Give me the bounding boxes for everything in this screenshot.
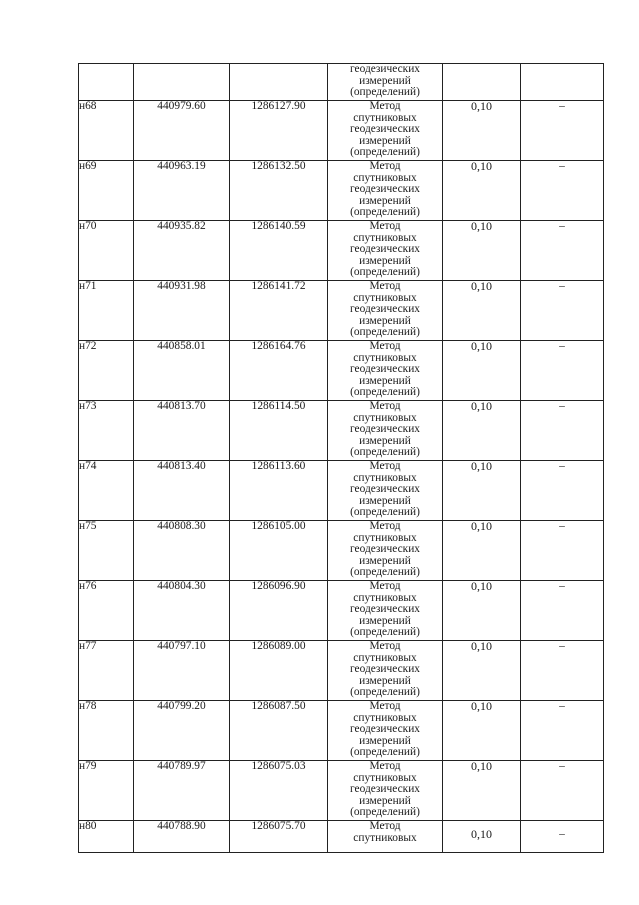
method-text: (определений) — [350, 326, 420, 338]
dash-mark: – — [521, 761, 604, 821]
dash-mark: – — [521, 581, 604, 641]
method-text: геодезических — [350, 243, 420, 255]
method-text: Метод — [369, 280, 401, 292]
accuracy-value: 0,10 — [443, 101, 521, 161]
x-coordinate: 440931.98 — [134, 281, 230, 341]
table-row — [79, 341, 604, 401]
x-coordinate: 440788.90 — [134, 821, 230, 853]
y-coordinate: 1286105.00 — [230, 521, 328, 581]
y-coordinate: 1286075.03 — [230, 761, 328, 821]
method-text: геодезических — [350, 423, 420, 435]
method-text: геодезических — [350, 363, 420, 375]
y-coordinate: 1286089.00 — [230, 641, 328, 701]
accuracy-value: 0,10 — [443, 401, 521, 461]
point-number: н77 — [79, 641, 134, 701]
method-cell — [328, 581, 443, 641]
method-text: спутниковых — [353, 771, 417, 784]
point-number: н79 — [79, 761, 134, 821]
method-cell — [328, 221, 443, 281]
table-row — [79, 701, 604, 761]
method-text: спутниковых — [353, 411, 417, 424]
method-text: (определений) — [350, 266, 420, 278]
method-text: (определений) — [350, 806, 420, 818]
method-text: (определений) — [350, 566, 420, 578]
table-row — [79, 581, 604, 641]
method-text: Метод — [369, 820, 401, 832]
method-cell — [328, 701, 443, 761]
table-row — [79, 461, 604, 521]
dash-mark: – — [521, 701, 604, 761]
method-text: измерений — [359, 434, 411, 447]
method-text: геодезических — [350, 123, 420, 135]
method-text: геодезических — [350, 783, 420, 795]
table-row — [79, 401, 604, 461]
table-row — [79, 281, 604, 341]
method-text: (определений) — [350, 386, 420, 398]
accuracy-value: 0,10 — [443, 641, 521, 701]
method-text: спутниковых — [353, 231, 417, 244]
method-text: геодезических — [350, 303, 420, 315]
x-cell — [134, 64, 230, 101]
y-coordinate: 1286132.50 — [230, 161, 328, 221]
y-coordinate: 1286164.76 — [230, 341, 328, 401]
dash-mark: – — [521, 341, 604, 401]
method-text: геодезических — [350, 723, 420, 735]
point-number: н70 — [79, 221, 134, 281]
method-cell — [328, 281, 443, 341]
method-cell — [328, 161, 443, 221]
dash-mark: – — [521, 461, 604, 521]
method-text: измерений — [359, 374, 411, 387]
dash-mark: – — [521, 641, 604, 701]
method-text: измерений — [359, 314, 411, 327]
method-text: измерений — [359, 494, 411, 507]
table-row — [79, 521, 604, 581]
method-text: измерений — [359, 554, 411, 567]
method-text: измерений — [359, 674, 411, 687]
method-cell — [328, 821, 443, 853]
y-coordinate: 1286127.90 — [230, 101, 328, 161]
x-coordinate: 440858.01 — [134, 341, 230, 401]
point-number: н76 — [79, 581, 134, 641]
method-cell — [328, 641, 443, 701]
method-text: измерений — [359, 74, 411, 87]
table-row-continuation — [79, 64, 604, 101]
accuracy-value: 0,10 — [443, 521, 521, 581]
extra-cell — [521, 64, 604, 101]
x-coordinate: 440804.30 — [134, 581, 230, 641]
method-text: Метод — [369, 100, 401, 112]
x-coordinate: 440813.40 — [134, 461, 230, 521]
x-coordinate: 440813.70 — [134, 401, 230, 461]
method-text: спутниковых — [353, 711, 417, 724]
accuracy-value: 0,10 — [443, 221, 521, 281]
method-text: спутниковых — [353, 351, 417, 364]
method-text: спутниковых — [353, 171, 417, 184]
y-coordinate: 1286113.60 — [230, 461, 328, 521]
method-text: (определений) — [350, 86, 420, 98]
method-cell — [328, 761, 443, 821]
accuracy-value: 0,10 — [443, 341, 521, 401]
accuracy-value: 0,10 — [443, 581, 521, 641]
point-number: н75 — [79, 521, 134, 581]
y-coordinate: 1286141.72 — [230, 281, 328, 341]
method-cell — [328, 341, 443, 401]
dash-mark: – — [521, 821, 604, 853]
method-text: (определений) — [350, 206, 420, 218]
method-text: Метод — [369, 520, 401, 532]
method-cell — [328, 101, 443, 161]
accuracy-value: 0,10 — [443, 161, 521, 221]
method-text: геодезических — [350, 603, 420, 615]
point-number: н69 — [79, 161, 134, 221]
dash-mark: – — [521, 521, 604, 581]
method-text: Метод — [369, 340, 401, 352]
method-cell — [328, 64, 443, 101]
method-text: измерений — [359, 794, 411, 807]
point-number: н80 — [79, 821, 134, 853]
accuracy-cell — [443, 64, 521, 101]
table-row — [79, 641, 604, 701]
method-text: Метод — [369, 700, 401, 712]
method-text: (определений) — [350, 626, 420, 638]
point-number: н72 — [79, 341, 134, 401]
table-row — [79, 161, 604, 221]
y-coordinate: 1286096.90 — [230, 581, 328, 641]
accuracy-value: 0,10 — [443, 281, 521, 341]
method-text: (определений) — [350, 446, 420, 458]
method-text: (определений) — [350, 686, 420, 698]
method-text: Метод — [369, 580, 401, 592]
method-text: Метод — [369, 220, 401, 232]
dash-mark: – — [521, 221, 604, 281]
table-row — [79, 221, 604, 281]
method-cell — [328, 401, 443, 461]
method-text: измерений — [359, 194, 411, 207]
method-text: спутниковых — [353, 291, 417, 304]
y-coordinate: 1286114.50 — [230, 401, 328, 461]
method-text: спутниковых — [353, 651, 417, 664]
y-coordinate: 1286087.50 — [230, 701, 328, 761]
y-cell — [230, 64, 328, 101]
x-coordinate: 440935.82 — [134, 221, 230, 281]
dash-mark: – — [521, 401, 604, 461]
table-row — [79, 821, 604, 853]
method-text: (определений) — [350, 146, 420, 158]
x-coordinate: 440797.10 — [134, 641, 230, 701]
dash-mark: – — [521, 101, 604, 161]
method-text: геодезических — [350, 543, 420, 555]
y-coordinate: 1286075.70 — [230, 821, 328, 853]
method-text: Метод — [369, 760, 401, 772]
method-text: спутниковых — [353, 531, 417, 544]
method-text: (определений) — [350, 506, 420, 518]
method-text: измерений — [359, 254, 411, 267]
point-number: н73 — [79, 401, 134, 461]
method-text: спутниковых — [353, 111, 417, 124]
accuracy-value: 0,10 — [443, 701, 521, 761]
method-text: Метод — [369, 400, 401, 412]
method-text: (определений) — [350, 746, 420, 758]
table-row — [79, 761, 604, 821]
method-text: геодезических — [350, 483, 420, 495]
method-cell — [328, 521, 443, 581]
point-cell — [79, 64, 134, 101]
x-coordinate: 440799.20 — [134, 701, 230, 761]
method-text: спутниковых — [353, 591, 417, 604]
x-coordinate: 440789.97 — [134, 761, 230, 821]
point-number: н78 — [79, 701, 134, 761]
dash-mark: – — [521, 281, 604, 341]
x-coordinate: 440963.19 — [134, 161, 230, 221]
method-text: геодезических — [350, 63, 420, 75]
point-number: н68 — [79, 101, 134, 161]
accuracy-value: 0,10 — [443, 461, 521, 521]
method-text: измерений — [359, 134, 411, 147]
method-text: измерений — [359, 734, 411, 747]
method-text: Метод — [369, 640, 401, 652]
coordinates-table — [78, 63, 604, 853]
method-text: Метод — [369, 460, 401, 472]
accuracy-value: 0,10 — [443, 821, 521, 853]
method-text: спутниковых — [353, 471, 417, 484]
method-text: геодезических — [350, 183, 420, 195]
dash-mark: – — [521, 161, 604, 221]
y-coordinate: 1286140.59 — [230, 221, 328, 281]
coordinates-table-body — [79, 64, 604, 853]
method-text: Метод — [369, 160, 401, 172]
table-row — [79, 101, 604, 161]
point-number: н71 — [79, 281, 134, 341]
point-number: н74 — [79, 461, 134, 521]
method-cell — [328, 461, 443, 521]
x-coordinate: 440979.60 — [134, 101, 230, 161]
method-text: измерений — [359, 614, 411, 627]
method-text: геодезических — [350, 663, 420, 675]
x-coordinate: 440808.30 — [134, 521, 230, 581]
accuracy-value: 0,10 — [443, 761, 521, 821]
method-text: спутниковых — [353, 831, 417, 844]
